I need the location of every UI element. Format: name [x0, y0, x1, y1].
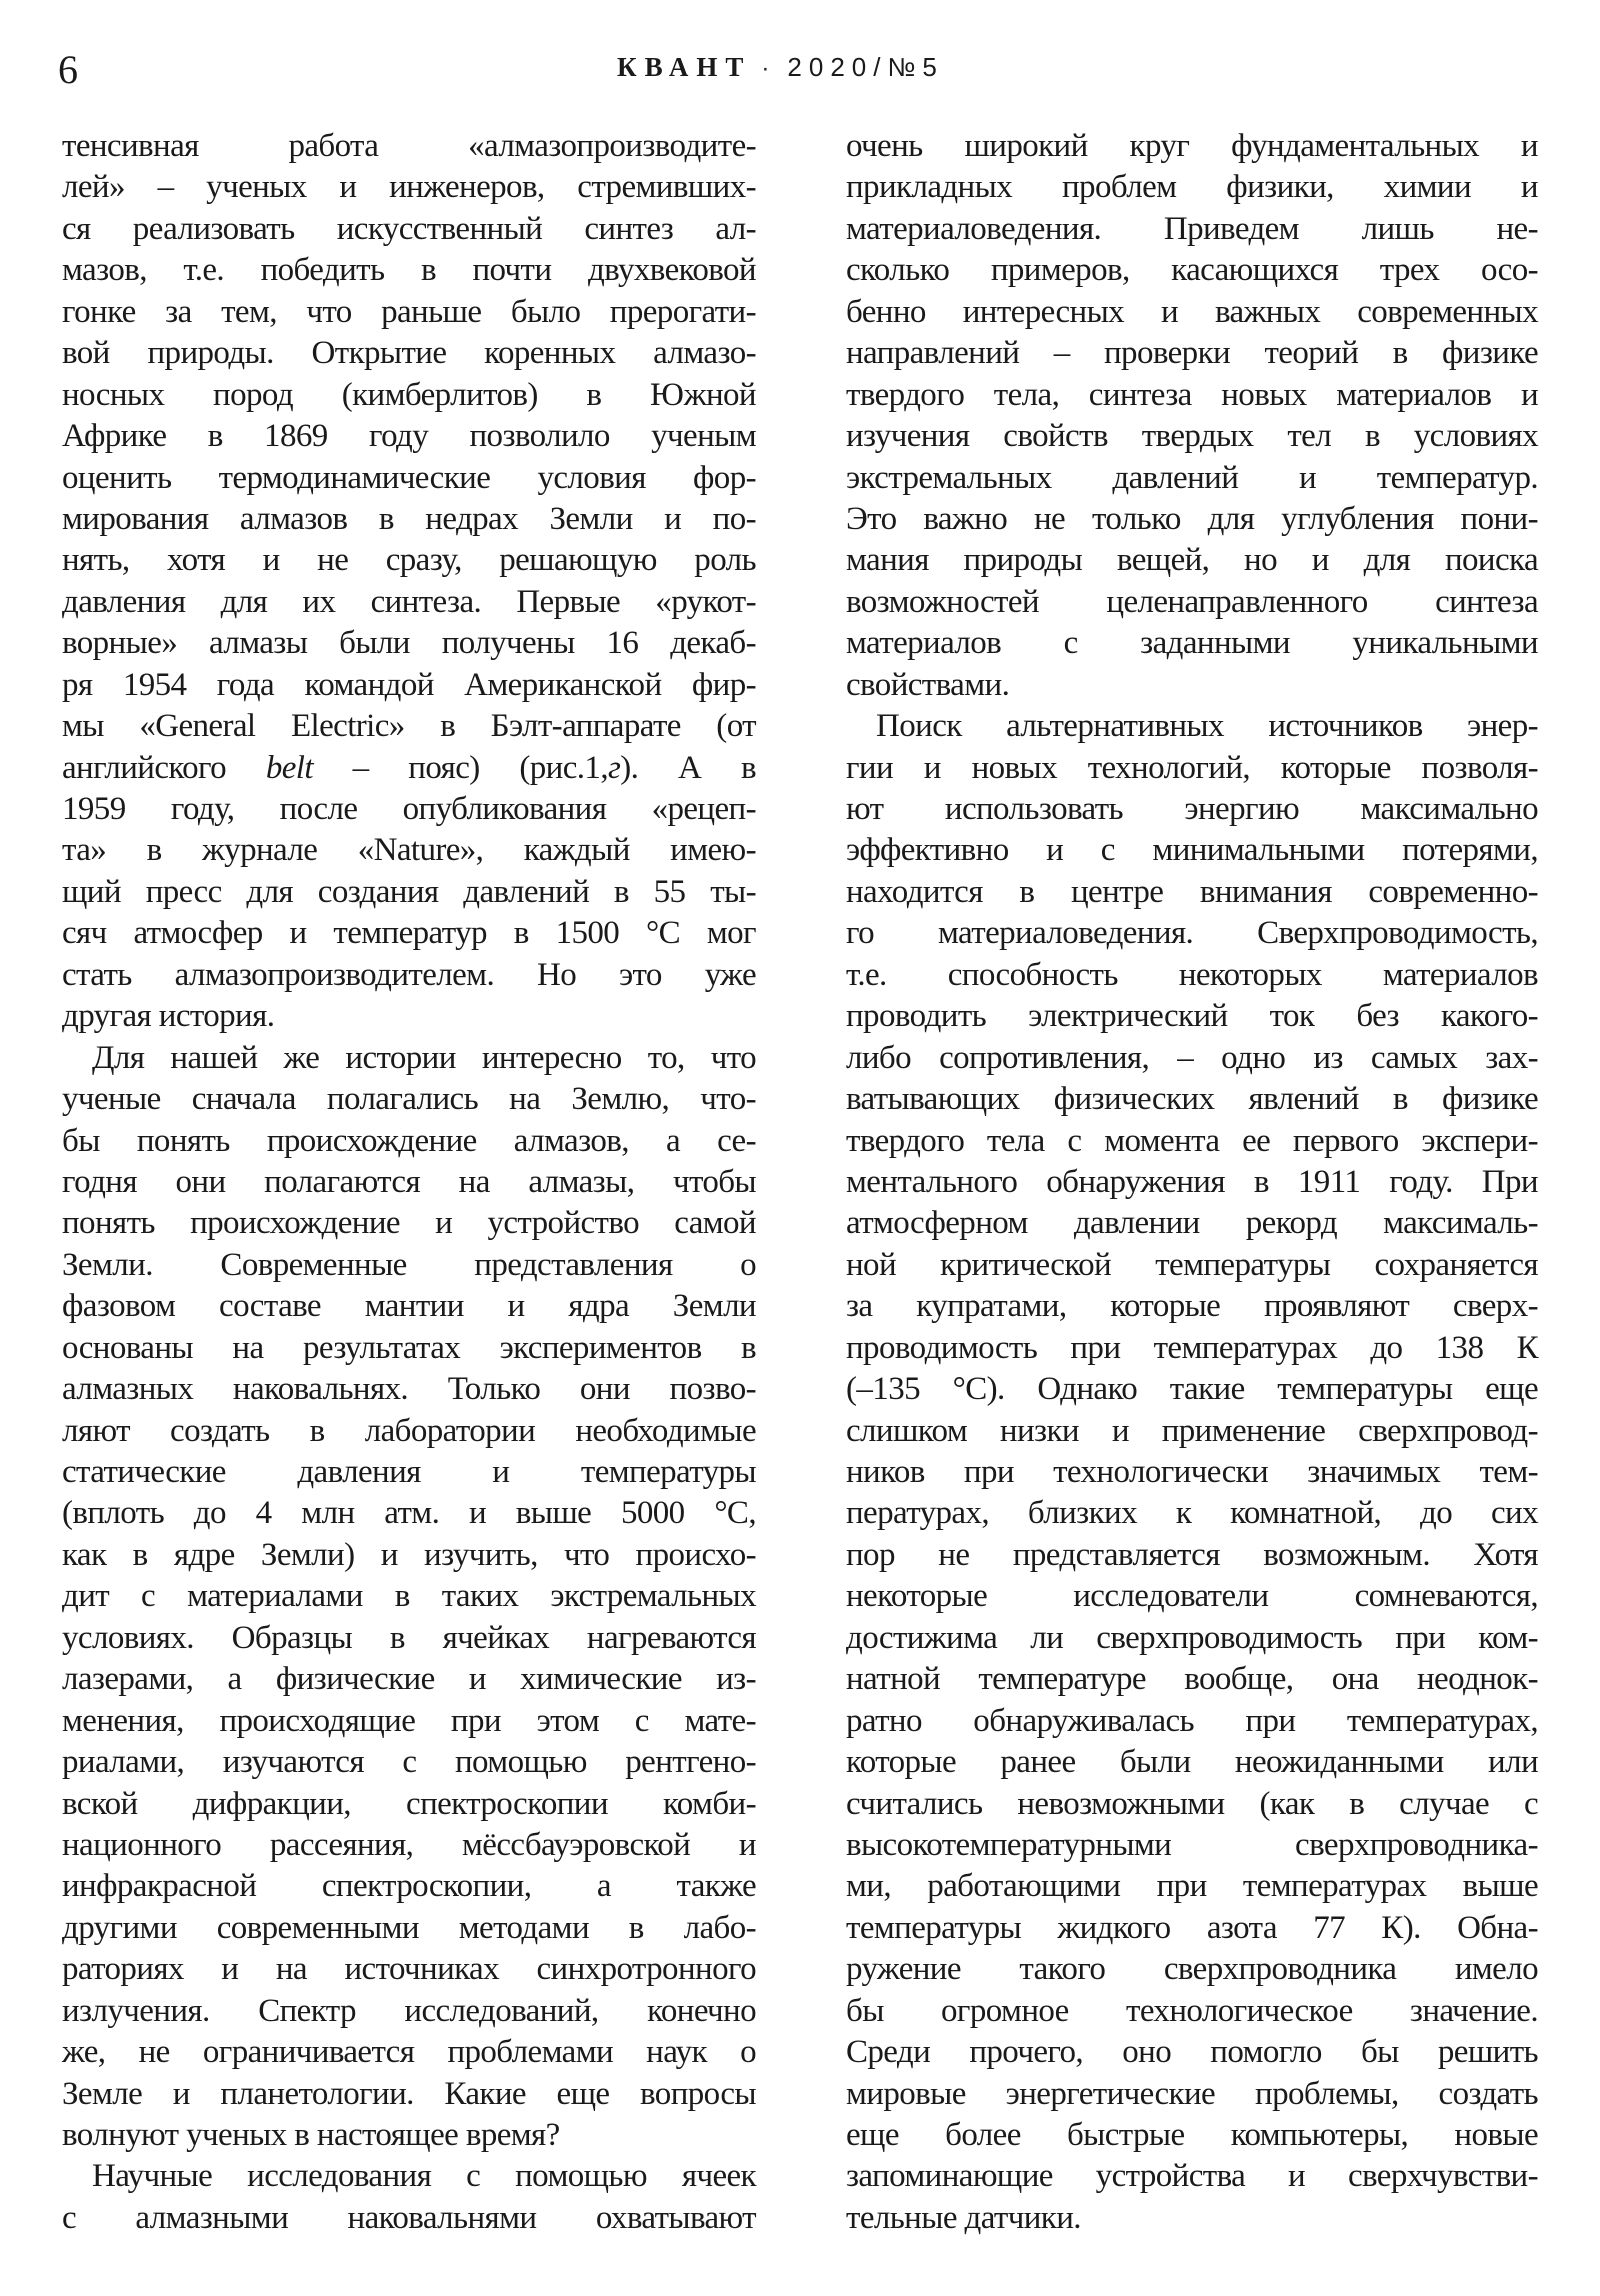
text-line: гонке за тем, что раньше было прерогати- [62, 293, 756, 330]
text-line: другая история. [62, 998, 275, 1035]
text-line: высокотемпературными сверхпроводника- [846, 1826, 1538, 1863]
text-line: мазов, т.е. победить в почти двухвековой [62, 252, 756, 289]
text-line: ря 1954 года командой Американской фир- [62, 666, 756, 703]
text-line: тенсивная работа «алмазопроизводите- [62, 128, 756, 164]
text-line: либо сопротивления, – одно из самых зах- [846, 1039, 1538, 1076]
text-line: возможностей целенаправленного синтеза [846, 583, 1538, 620]
text-line: тельные датчики. [846, 2199, 1081, 2236]
text-line: вской дифракции, спектроскопии комби- [62, 1785, 756, 1822]
text-line: некоторые исследователи сомневаются, [846, 1578, 1538, 1615]
text-line: ной критической температуры сохраняется [846, 1246, 1538, 1283]
text-line: 1959 году, после опубликования «рецеп- [62, 791, 756, 827]
text-line: как в ядре Земли) и изучить, что происхо- [62, 1536, 756, 1573]
text-line: слишком низки и применение сверхпровод- [846, 1412, 1538, 1449]
text-line: риалами, изучаются с помощью рентгено- [62, 1744, 756, 1781]
italic-term: г [607, 749, 621, 786]
text-line: т.е. способность некоторых материалов [846, 956, 1538, 993]
issue-number: 2020/№5 [787, 52, 944, 82]
header-separator: · [761, 55, 770, 82]
text-line: другими современными методами в лабо- [62, 1909, 756, 1946]
text-line: Земли. Современные представления о [62, 1246, 756, 1283]
text-line: давления для их синтеза. Первые «рукот- [62, 583, 756, 620]
text-line: очень широкий круг фундаментальных и [846, 128, 1538, 164]
text-line: условиях. Образцы в ячейках нагреваются [62, 1619, 756, 1656]
text-line: ватывающих физических явлений в физике [846, 1081, 1538, 1118]
text-line: национного рассеяния, мёссбауэровской и [62, 1826, 756, 1863]
text-line: запоминающие устройства и сверхчувстви- [846, 2158, 1538, 2195]
text-line: волнуют ученых в настоящее время? [62, 2117, 560, 2153]
text-line: Это важно не только для углубления пони- [846, 500, 1538, 537]
text-line: стать алмазопроизводителем. Но это уже [62, 956, 756, 993]
text-line: гии и новых технологий, которые позволя- [846, 749, 1538, 786]
text-line: твердого тела, синтеза новых материалов и [846, 376, 1538, 413]
text-line: нять, хотя и не сразу, решающую роль [62, 542, 756, 579]
text-line: ружение такого сверхпроводника имело [846, 1951, 1538, 1988]
text-line: проводить электрический ток без какого- [846, 998, 1538, 1035]
text-line: алмазных наковальнях. Только они позво- [62, 1371, 756, 1408]
text-line: ляют создать в лаборатории необходимые [62, 1412, 756, 1449]
text-line: достижима ли сверхпроводимость при ком- [846, 1619, 1538, 1656]
text-line: бенно интересных и важных современных [846, 293, 1538, 330]
text-line: инфракрасной спектроскопии, а также [62, 1868, 756, 1905]
text-line: основаны на результатах экспериментов в [62, 1329, 756, 1366]
page-number: 6 [58, 47, 78, 92]
text-line: бы огромное технологическое значение. [846, 1992, 1538, 2029]
paragraph-start-line: Для нашей же истории интересно то, что [92, 1039, 756, 1076]
text-line: ментального обнаружения в 1911 году. При [846, 1163, 1538, 1200]
italic-term: belt [265, 749, 313, 786]
text-line: пературах, близких к комнатной, до сих [846, 1495, 1538, 1532]
text-line: статические давления и температуры [62, 1454, 756, 1490]
text-line: (–135 °С). Однако такие температуры еще [846, 1371, 1538, 1408]
text-line: ученые сначала полагались на Землю, что- [62, 1081, 756, 1118]
text-line: атмосферном давлении рекорд максималь- [846, 1205, 1538, 1242]
text-line: температуры жидкого азота 77 К). Обна- [846, 1909, 1538, 1946]
text-line: ют использовать энергию максимально [846, 791, 1538, 827]
text-line: сяч атмосфер и температур в 1500 °С мог [62, 915, 756, 952]
right-column [846, 126, 1538, 2239]
text-line: та» в журнале «Nature», каждый имею- [62, 832, 756, 869]
text-line: понять происхождение и устройство самой [62, 1205, 756, 1242]
text-line: Земле и планетологии. Какие еще вопросы [62, 2075, 756, 2112]
text-line: английского belt – пояс) (рис.1,г). А в [62, 749, 756, 786]
text-line: фазовом составе мантии и ядра Земли [62, 1288, 756, 1325]
text-line: материаловедения. Приведем лишь не- [846, 210, 1538, 247]
text-line: натной температуре вообще, она неоднок- [846, 1661, 1538, 1698]
text-line: за купратами, которые проявляют сверх- [846, 1288, 1538, 1325]
text-line: свойствами. [846, 666, 1010, 703]
text-line: щий пресс для создания давлений в 55 ты- [62, 873, 756, 910]
text-line: Среди прочего, оно помогло бы решить [846, 2034, 1538, 2071]
text-line: Африке в 1869 году позволило ученым [62, 418, 756, 455]
text-line: ворные» алмазы были получены 16 декаб- [62, 625, 756, 662]
text-line: (вплоть до 4 млн атм. и выше 5000 °С, [62, 1495, 756, 1532]
text-line: дит с материалами в таких экстремальных [62, 1578, 756, 1615]
paragraph-start-line: Поиск альтернативных источников энер- [876, 708, 1538, 745]
text-line: находится в центре внимания современно- [846, 873, 1538, 910]
text-line: материалов с заданными уникальными [846, 625, 1538, 662]
left-column [62, 126, 756, 2239]
text-line: экстремальных давлений и температур. [846, 459, 1538, 496]
text-line: вой природы. Открытие коренных алмазо- [62, 335, 756, 372]
text-line: лей» – ученых и инженеров, стремивших- [62, 169, 756, 206]
text-line: менения, происходящие при этом с мате- [62, 1702, 756, 1739]
text-line: раториях и на источниках синхротронного [62, 1951, 756, 1988]
text-line: мировые энергетические проблемы, создать [846, 2075, 1538, 2112]
paragraph-start-line: Научные исследования с помощью ячеек [92, 2158, 756, 2195]
text-line: направлений – проверки теорий в физике [846, 335, 1538, 372]
text-line: ников при технологически значимых тем- [846, 1454, 1538, 1490]
text-line: еще более быстрые компьютеры, новые [846, 2117, 1538, 2153]
text-line: ми, работающими при температурах выше [846, 1868, 1538, 1905]
text-line: считались невозможными (как в случае с [846, 1785, 1538, 1822]
text-line: же, не ограничивается проблемами наук о [62, 2034, 756, 2071]
text-line: носных пород (кимберлитов) в Южной [62, 376, 756, 413]
text-line: эффективно и с минимальными потерями, [846, 832, 1538, 869]
text-line: го материаловедения. Сверхпроводимость, [846, 915, 1538, 952]
text-line: изучения свойств твердых тел в условиях [846, 418, 1538, 455]
text-line: сколько примеров, касающихся трех осо- [846, 252, 1538, 289]
running-head [617, 50, 987, 86]
text-line: мирования алмазов в недрах Земли и по- [62, 500, 756, 537]
text-line: которые ранее были неожиданными или [846, 1744, 1538, 1781]
text-line: излучения. Спектр исследований, конечно [62, 1992, 756, 2029]
text-line: проводимость при температурах до 138 К [846, 1329, 1538, 1366]
text-line: годня они полагаются на алмазы, чтобы [62, 1163, 756, 1200]
text-line: твердого тела с момента ее первого экспери- [846, 1122, 1538, 1159]
text-line: мы «General Electric» в Бэлт-аппарате (от [62, 708, 756, 745]
text-line: мания природы вещей, но и для поиска [846, 542, 1538, 579]
text-line: ся реализовать искусственный синтез ал- [62, 210, 756, 247]
text-line: прикладных проблем физики, химии и [846, 169, 1538, 206]
text-line: лазерами, а физические и химические из- [62, 1661, 756, 1698]
text-line: с алмазными наковальнями охватывают [62, 2199, 756, 2236]
text-line: бы понять происхождение алмазов, а се- [62, 1122, 756, 1159]
text-line: ратно обнаруживалась при температурах, [846, 1702, 1538, 1739]
text-line: пор не представляется возможным. Хотя [846, 1536, 1538, 1573]
journal-title: КВАНТ [617, 52, 752, 82]
text-line: оценить термодинамические условия фор- [62, 459, 756, 496]
